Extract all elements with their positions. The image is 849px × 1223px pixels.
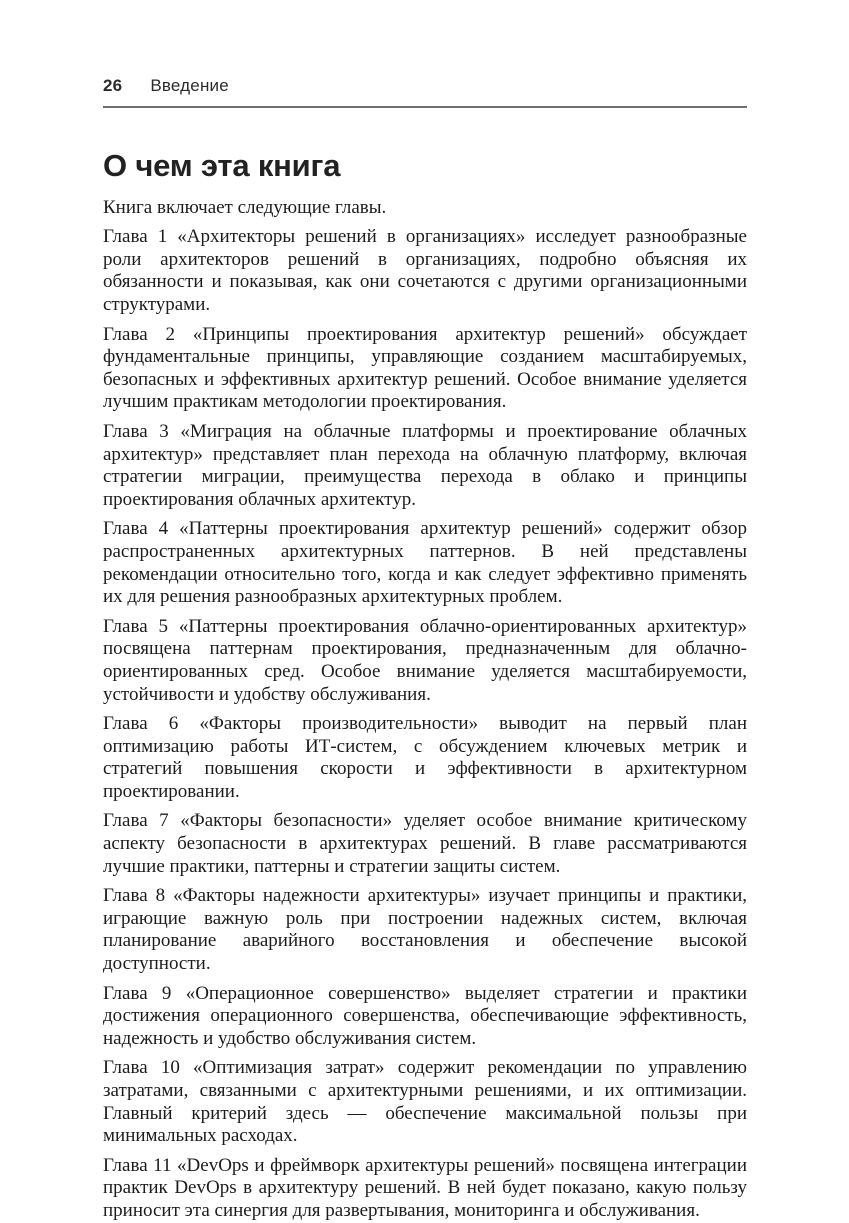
section-title: О чем эта книга — [103, 148, 341, 183]
chapter-paragraph-11: Глава 11 «DevOps и фреймворк архитектуры решений» посвящена интеграции практик DevOps в архитектуру решений. В ней будет показано, какую пользу приносит эта синергия для развертывания, мониторинга и обслуживания. — [103, 1154, 747, 1221]
page-header — [103, 0, 747, 108]
chapter-paragraph-4: Глава 4 «Паттерны проектирования архитектур решений» содержит обзор распространенных архитектурных паттернов. В ней представлены рекомендации относительно того, когда и как следует эффективно применять их для решения разнообразных архитектурных проблем. — [103, 518, 747, 608]
chapter-paragraph-5: Глава 5 «Паттерны проектирования облачно-ориентированных архитектур» посвящена паттернам проектирования, предназначенным для облачно-ориентированных сред. Особое внимание уделяется масштабируемости, устойчивости и удобству обслуживания. — [103, 615, 747, 705]
chapter-paragraph-7: Глава 7 «Факторы безопасности» уделяет особое внимание критическому аспекту безопасности в архитектурах решений. В главе рассматриваются лучшие практики, паттерны и стратегии защиты систем. — [103, 810, 747, 877]
chapter-paragraph-6: Глава 6 «Факторы производительности» выводит на первый план оптимизацию работы ИТ-систем, с обсуждением ключевых метрик и стратегий повышения скорости и эффективности в архитектурном проектировании. — [103, 713, 747, 802]
chapter-paragraph-3: Глава 3 «Миграция на облачные платформы и проектирование облачных архитектур» представляет план перехода на облачную платформу, включая стратегии миграции, преимущества перехода в облако и принципы проектирования облачных архитектур. — [103, 420, 747, 510]
chapter-paragraph-10: Глава 10 «Оптимизация затрат» содержит рекомендации по управлению затратами, связанными с архитектурными решениями, и их оптимизации. Главный критерий здесь — обеспечение максимальной пользы при минимальных расходах. — [103, 1057, 747, 1147]
page-number: 26 — [103, 76, 123, 95]
intro-paragraph: Книга включает следующие главы. — [103, 196, 387, 218]
chapter-paragraph-9: Глава 9 «Операционное совершенство» выделяет стратегии и практики достижения операционного совершенства, обеспечивающие эффективность, надежность и удобство обслуживания систем. — [103, 982, 747, 1049]
chapter-paragraph-2: Глава 2 «Принципы проектирования архитектур решений» обсуждает фундаментальные принципы, управляющие созданием масштабируемых, безопасных и эффективных архитектур решений. Особое внимание уделяется лучшим практикам методологии проектирования. — [103, 323, 747, 413]
running-head: Введение — [150, 76, 229, 95]
body-text — [103, 197, 747, 1223]
chapter-paragraph-1: Глава 1 «Архитекторы решений в организациях» исследует разнообразные роли архитекторов решений в организациях, подробно объясняя их обязанности и показывая, как они сочетаются с другими организационными структурами. — [103, 226, 747, 316]
chapter-paragraph-8: Глава 8 «Факторы надежности архитектуры» изучает принципы и практики, играющие важную роль при построении надежных систем, включая планирование аварийного восстановления и обеспечение высокой доступности. — [103, 885, 747, 975]
